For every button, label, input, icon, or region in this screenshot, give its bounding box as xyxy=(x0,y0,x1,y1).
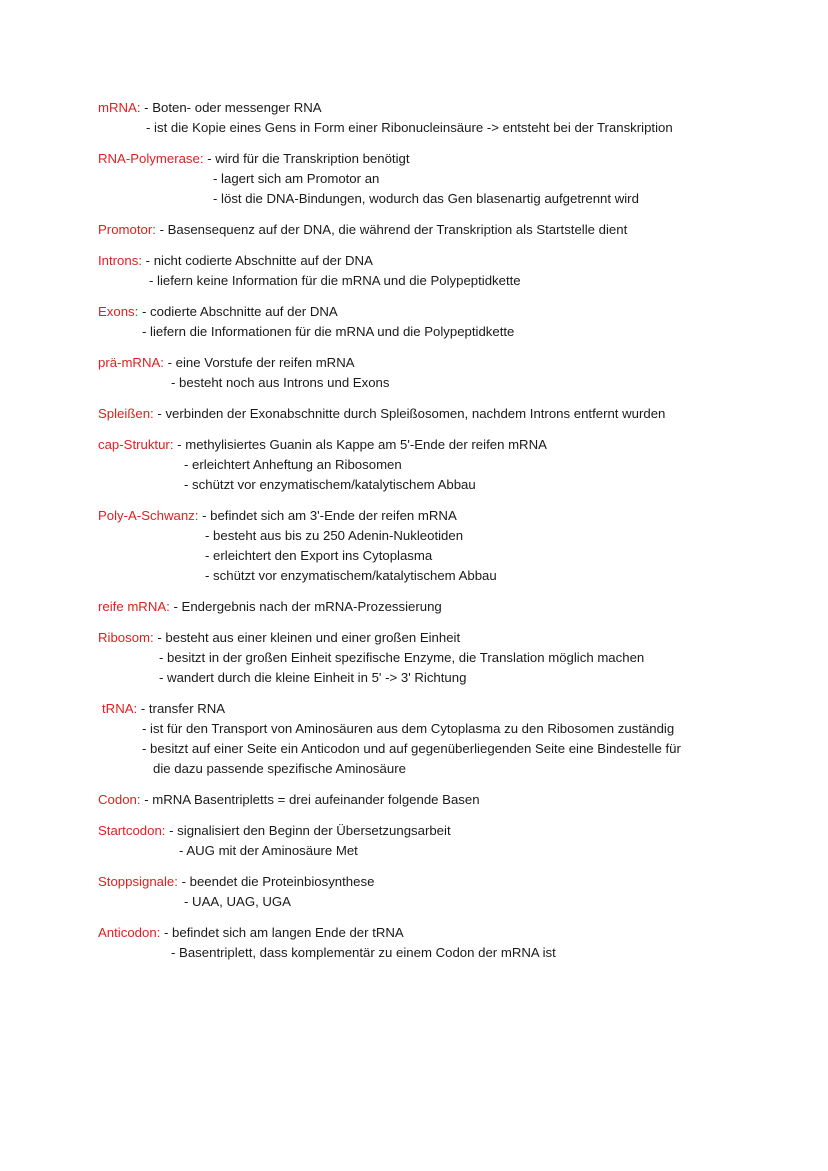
definition-line: - besitzt auf einer Seite ein Anticodon und auf gegenüberliegenden Seite eine Bindestelle für xyxy=(142,741,681,756)
definition-first-line: - signalisiert den Beginn der Übersetzungsarbeit xyxy=(165,823,451,838)
definition-line: - lagert sich am Promotor an xyxy=(213,171,380,186)
entry-codon xyxy=(98,790,738,810)
definition-first-line: - befindet sich am 3'-Ende der reifen mRNA xyxy=(198,508,457,523)
term-startcodon: Startcodon: xyxy=(98,823,166,838)
entry-introns xyxy=(98,251,738,291)
term-spleissen: Spleißen: xyxy=(98,406,154,421)
term-codon: Codon: xyxy=(98,792,141,807)
entry-reife-mrna xyxy=(98,597,738,617)
definition-first-line: - Basensequenz auf der DNA, die während der Transkription als Startstelle dient xyxy=(155,222,628,237)
term-exons: Exons: xyxy=(98,304,139,319)
definition-line: - erleichtert Anheftung an Ribosomen xyxy=(184,457,402,472)
term-rna-polymerase: RNA-Polymerase: xyxy=(98,151,204,166)
definition-line: - liefern die Informationen für die mRNA und die Polypeptidkette xyxy=(142,324,515,339)
entry-ribosom xyxy=(98,628,738,688)
definition-first-line: - mRNA Basentripletts = drei aufeinander folgende Basen xyxy=(140,792,480,807)
entry-rna-polymerase xyxy=(98,149,738,209)
term-prae-mrna: prä-mRNA: xyxy=(98,355,164,370)
definition-first-line: - Boten- oder messenger RNA xyxy=(140,100,322,115)
definition-line: - liefern keine Information für die mRNA und die Polypeptidkette xyxy=(149,273,521,288)
definition-first-line: - methylisiertes Guanin als Kappe am 5'-Ende der reifen mRNA xyxy=(173,437,547,452)
definition-first-line: - Endergebnis nach der mRNA-Prozessierung xyxy=(169,599,442,614)
definition-first-line: - besteht aus einer kleinen und einer großen Einheit xyxy=(153,630,461,645)
definition-line: - löst die DNA-Bindungen, wodurch das Gen blasenartig aufgetrennt wird xyxy=(213,191,639,206)
definition-line: die dazu passende spezifische Aminosäure xyxy=(153,761,406,776)
entry-startcodon xyxy=(98,821,738,861)
entry-cap-struktur xyxy=(98,435,738,495)
definition-first-line: - codierte Abschnitte auf der DNA xyxy=(138,304,338,319)
definition-line: - erleichtert den Export ins Cytoplasma xyxy=(205,548,433,563)
entry-mrna xyxy=(98,98,738,138)
definition-line: - ist die Kopie eines Gens in Form einer Ribonucleinsäure -> entsteht bei der Transkription xyxy=(146,120,673,135)
entry-promotor xyxy=(98,220,738,240)
definition-line: - ist für den Transport von Aminosäuren aus dem Cytoplasma zu den Ribosomen zuständig xyxy=(142,721,675,736)
definition-first-line: - beendet die Proteinbiosynthese xyxy=(177,874,375,889)
definition-line: - AUG mit der Aminosäure Met xyxy=(179,843,358,858)
entry-exons xyxy=(98,302,738,342)
term-promotor: Promotor: xyxy=(98,222,156,237)
definition-line: - besteht aus bis zu 250 Adenin-Nukleotiden xyxy=(205,528,464,543)
term-ribosom: Ribosom: xyxy=(98,630,154,645)
entry-poly-a-schwanz xyxy=(98,506,738,586)
definition-first-line: - wird für die Transkription benötigt xyxy=(203,151,410,166)
entry-anticodon xyxy=(98,923,738,963)
term-cap-struktur: cap-Struktur: xyxy=(98,437,174,452)
entry-prae-mrna xyxy=(98,353,738,393)
definition-line: - schützt vor enzymatischem/katalytischem Abbau xyxy=(205,568,497,583)
definition-line: - schützt vor enzymatischem/katalytischem Abbau xyxy=(184,477,476,492)
term-stoppsignale: Stoppsignale: xyxy=(98,874,178,889)
entry-spleissen xyxy=(98,404,738,424)
definition-first-line: - befindet sich am langen Ende der tRNA xyxy=(160,925,404,940)
definition-first-line: - eine Vorstufe der reifen mRNA xyxy=(163,355,355,370)
definition-first-line: - nicht codierte Abschnitte auf der DNA xyxy=(141,253,373,268)
term-poly-a-schwanz: Poly-A-Schwanz: xyxy=(98,508,199,523)
entry-stoppsignale xyxy=(98,872,738,912)
definition-line: - UAA, UAG, UGA xyxy=(184,894,291,909)
definition-line: - wandert durch die kleine Einheit in 5' -> 3' Richtung xyxy=(159,670,467,685)
definition-first-line: - verbinden der Exonabschnitte durch Spleißosomen, nachdem Introns entfernt wurden xyxy=(153,406,666,421)
term-anticodon: Anticodon: xyxy=(98,925,161,940)
definition-line: - Basentriplett, dass komplementär zu einem Codon der mRNA ist xyxy=(171,945,556,960)
definition-line: - besitzt in der großen Einheit spezifische Enzyme, die Translation möglich machen xyxy=(159,650,645,665)
term-introns: Introns: xyxy=(98,253,142,268)
term-trna: tRNA: xyxy=(102,701,138,716)
definition-line: - besteht noch aus Introns und Exons xyxy=(171,375,390,390)
entry-trna xyxy=(98,699,738,779)
definition-first-line: - transfer RNA xyxy=(137,701,226,716)
term-reife-mrna: reife mRNA: xyxy=(98,599,170,614)
term-mrna: mRNA: xyxy=(98,100,141,115)
